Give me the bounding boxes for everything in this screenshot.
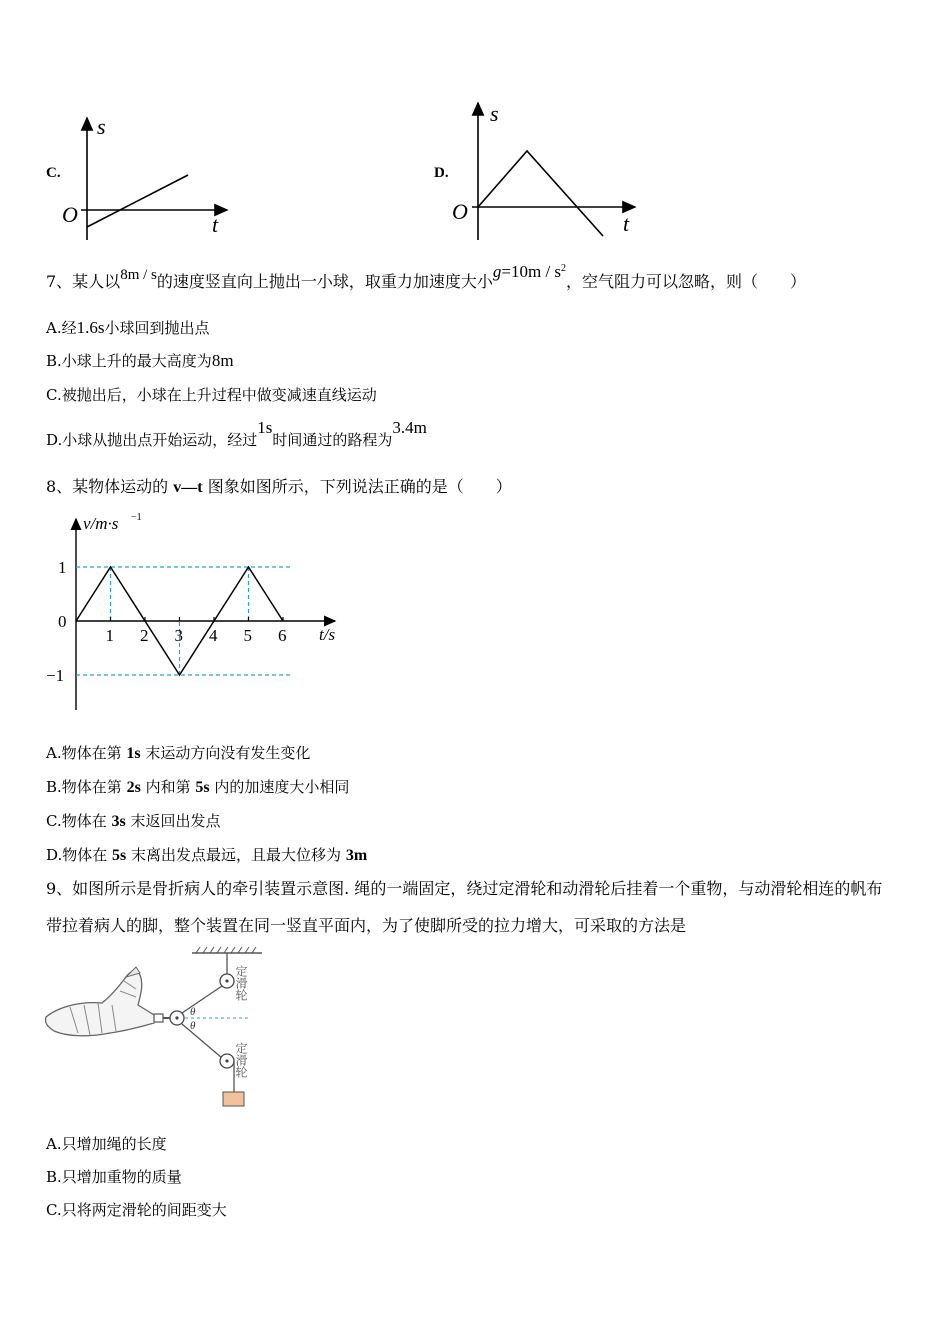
x-tick-label: 1 (105, 626, 114, 645)
t-label: t (212, 212, 219, 237)
q7-g: g (492, 262, 502, 281)
upper-pulley-label: 定滑轮 (234, 965, 248, 1001)
q8-vt: v—t (173, 479, 203, 496)
pulley-axle (175, 1016, 178, 1019)
theta-lower: θ (190, 1020, 196, 1032)
q8-stem (46, 477, 512, 498)
option-d-graph (445, 95, 645, 245)
y-tick-label: 0 (58, 612, 67, 631)
y-axis-exponent: −1 (131, 512, 142, 523)
option-prefix: B. (46, 1168, 62, 1186)
q8-option-a[interactable] (46, 743, 310, 764)
x-tick-label: 2 (140, 626, 149, 645)
option-math: 3m (345, 847, 368, 864)
lower-pulley-label: 定滑轮 (234, 1042, 248, 1078)
rope (182, 986, 222, 1013)
option-prefix: D. (46, 431, 63, 449)
q8-text: 8、某物体运动的 (46, 477, 174, 496)
q7-stem (46, 262, 807, 295)
option-text: 被抛出后，小球在上升过程中做变减速直线运动 (61, 386, 377, 404)
option-c-label: C. (46, 165, 61, 181)
rope (182, 1024, 222, 1058)
q8-option-b[interactable] (46, 777, 349, 798)
q9-option-c[interactable] (46, 1200, 227, 1220)
q8-text: 图象如图所示，下列说法正确的是（ ） (202, 477, 512, 496)
option-prefix: A. (46, 1135, 62, 1153)
q9-stem-line2: 带拉着病人的脚，整个装置在同一竖直平面内，为了使脚所受的拉力增大，可采取的方法是 (46, 916, 687, 935)
patient-leg (45, 971, 154, 1035)
q8-option-d[interactable] (46, 845, 367, 866)
weight (223, 1092, 244, 1106)
option-math: 3.4m (392, 418, 427, 437)
option-math: 8m (211, 351, 234, 370)
option-math: 1s (126, 745, 141, 762)
option-text: 物体在第 (61, 744, 127, 762)
x-tick-label: 6 (278, 626, 287, 645)
option-text: 物体在第 (61, 778, 127, 796)
option-text: 末离出发点最远，且最大位移为 (126, 846, 346, 864)
q7-g-value: =10m / s (501, 262, 562, 281)
q7-option-a[interactable] (46, 318, 210, 338)
option-math: 1s (257, 418, 273, 437)
s-t-line (478, 151, 603, 236)
q7-text: ，空气阻力可以忽略，则（ ） (566, 272, 807, 291)
t-label: t (623, 211, 630, 236)
pulley-axle (225, 1059, 228, 1062)
option-math: 3s (111, 813, 126, 830)
option-text: 内和第 (140, 778, 196, 796)
option-prefix: B. (46, 352, 62, 370)
option-prefix: A. (46, 744, 62, 762)
option-prefix: D. (46, 846, 63, 864)
x-tick-label: 3 (174, 626, 183, 645)
clamp (154, 1014, 163, 1022)
s-t-line (87, 175, 188, 227)
option-c-graph (55, 110, 245, 245)
option-math: 5s (112, 847, 127, 864)
q7-speed: 8m / s (120, 267, 157, 283)
q8-option-c[interactable] (46, 811, 221, 832)
option-prefix: C. (46, 386, 62, 404)
traction-device-diagram (40, 945, 290, 1115)
q7-option-b[interactable] (46, 351, 234, 371)
option-text: 物体在 (62, 846, 113, 864)
q9-option-a[interactable] (46, 1134, 167, 1154)
option-d-label: D. (434, 165, 449, 181)
option-text: 小球上升的最大高度为 (61, 352, 212, 370)
option-text: 只将两定滑轮的间距变大 (61, 1201, 227, 1219)
option-text: 小球回到抛出点 (104, 319, 210, 337)
q7-option-d[interactable] (46, 418, 427, 450)
option-text: 只增加绳的长度 (61, 1135, 167, 1153)
option-text: 物体在 (61, 812, 112, 830)
q9-stem-line1: 9、如图所示是骨折病人的牵引装置示意图. 绳的一端固定，绕过定滑轮和动滑轮后挂着一个重物，与动滑轮相连的帆布 (46, 879, 883, 898)
option-prefix: B. (46, 778, 62, 796)
x-tick-label: 4 (209, 626, 218, 645)
option-text: 内的加速度大小相同 (209, 778, 350, 796)
option-text: 经 (61, 319, 77, 337)
q7-g-exponent: 2 (561, 263, 567, 274)
q7-text: 7、某人以 (46, 272, 121, 291)
option-prefix: C. (46, 812, 62, 830)
pulley-axle (225, 979, 228, 982)
option-text: 时间通过的路程为 (272, 431, 393, 449)
v-t-chart (40, 505, 360, 715)
option-text: 末返回出发点 (125, 812, 221, 830)
ceiling-hatch (196, 947, 256, 953)
origin-label: O (452, 199, 468, 224)
option-prefix: C. (46, 1201, 62, 1219)
origin-label: O (62, 202, 78, 227)
q7-option-c[interactable] (46, 385, 377, 405)
theta-upper: θ (190, 1006, 196, 1018)
option-text: 末运动方向没有发生变化 (140, 744, 311, 762)
x-axis-label: t/s (319, 625, 336, 644)
q9-option-b[interactable] (46, 1167, 182, 1187)
option-prefix: A. (46, 319, 62, 337)
s-label: s (97, 114, 106, 139)
q7-text: 的速度竖直向上抛出一小球，取重力加速度大小 (156, 272, 493, 291)
y-tick-label: 1 (58, 558, 67, 577)
s-label: s (490, 101, 499, 126)
option-math: 5s (195, 779, 210, 796)
y-axis-label: v/m·s (83, 514, 119, 533)
option-math: 1.6s (76, 318, 105, 337)
option-text: 只增加重物的质量 (61, 1168, 182, 1186)
option-text: 小球从抛出点开始运动，经过 (62, 431, 258, 449)
x-tick-label: 5 (243, 626, 252, 645)
option-math: 2s (126, 779, 141, 796)
y-tick-label: −1 (46, 666, 65, 685)
